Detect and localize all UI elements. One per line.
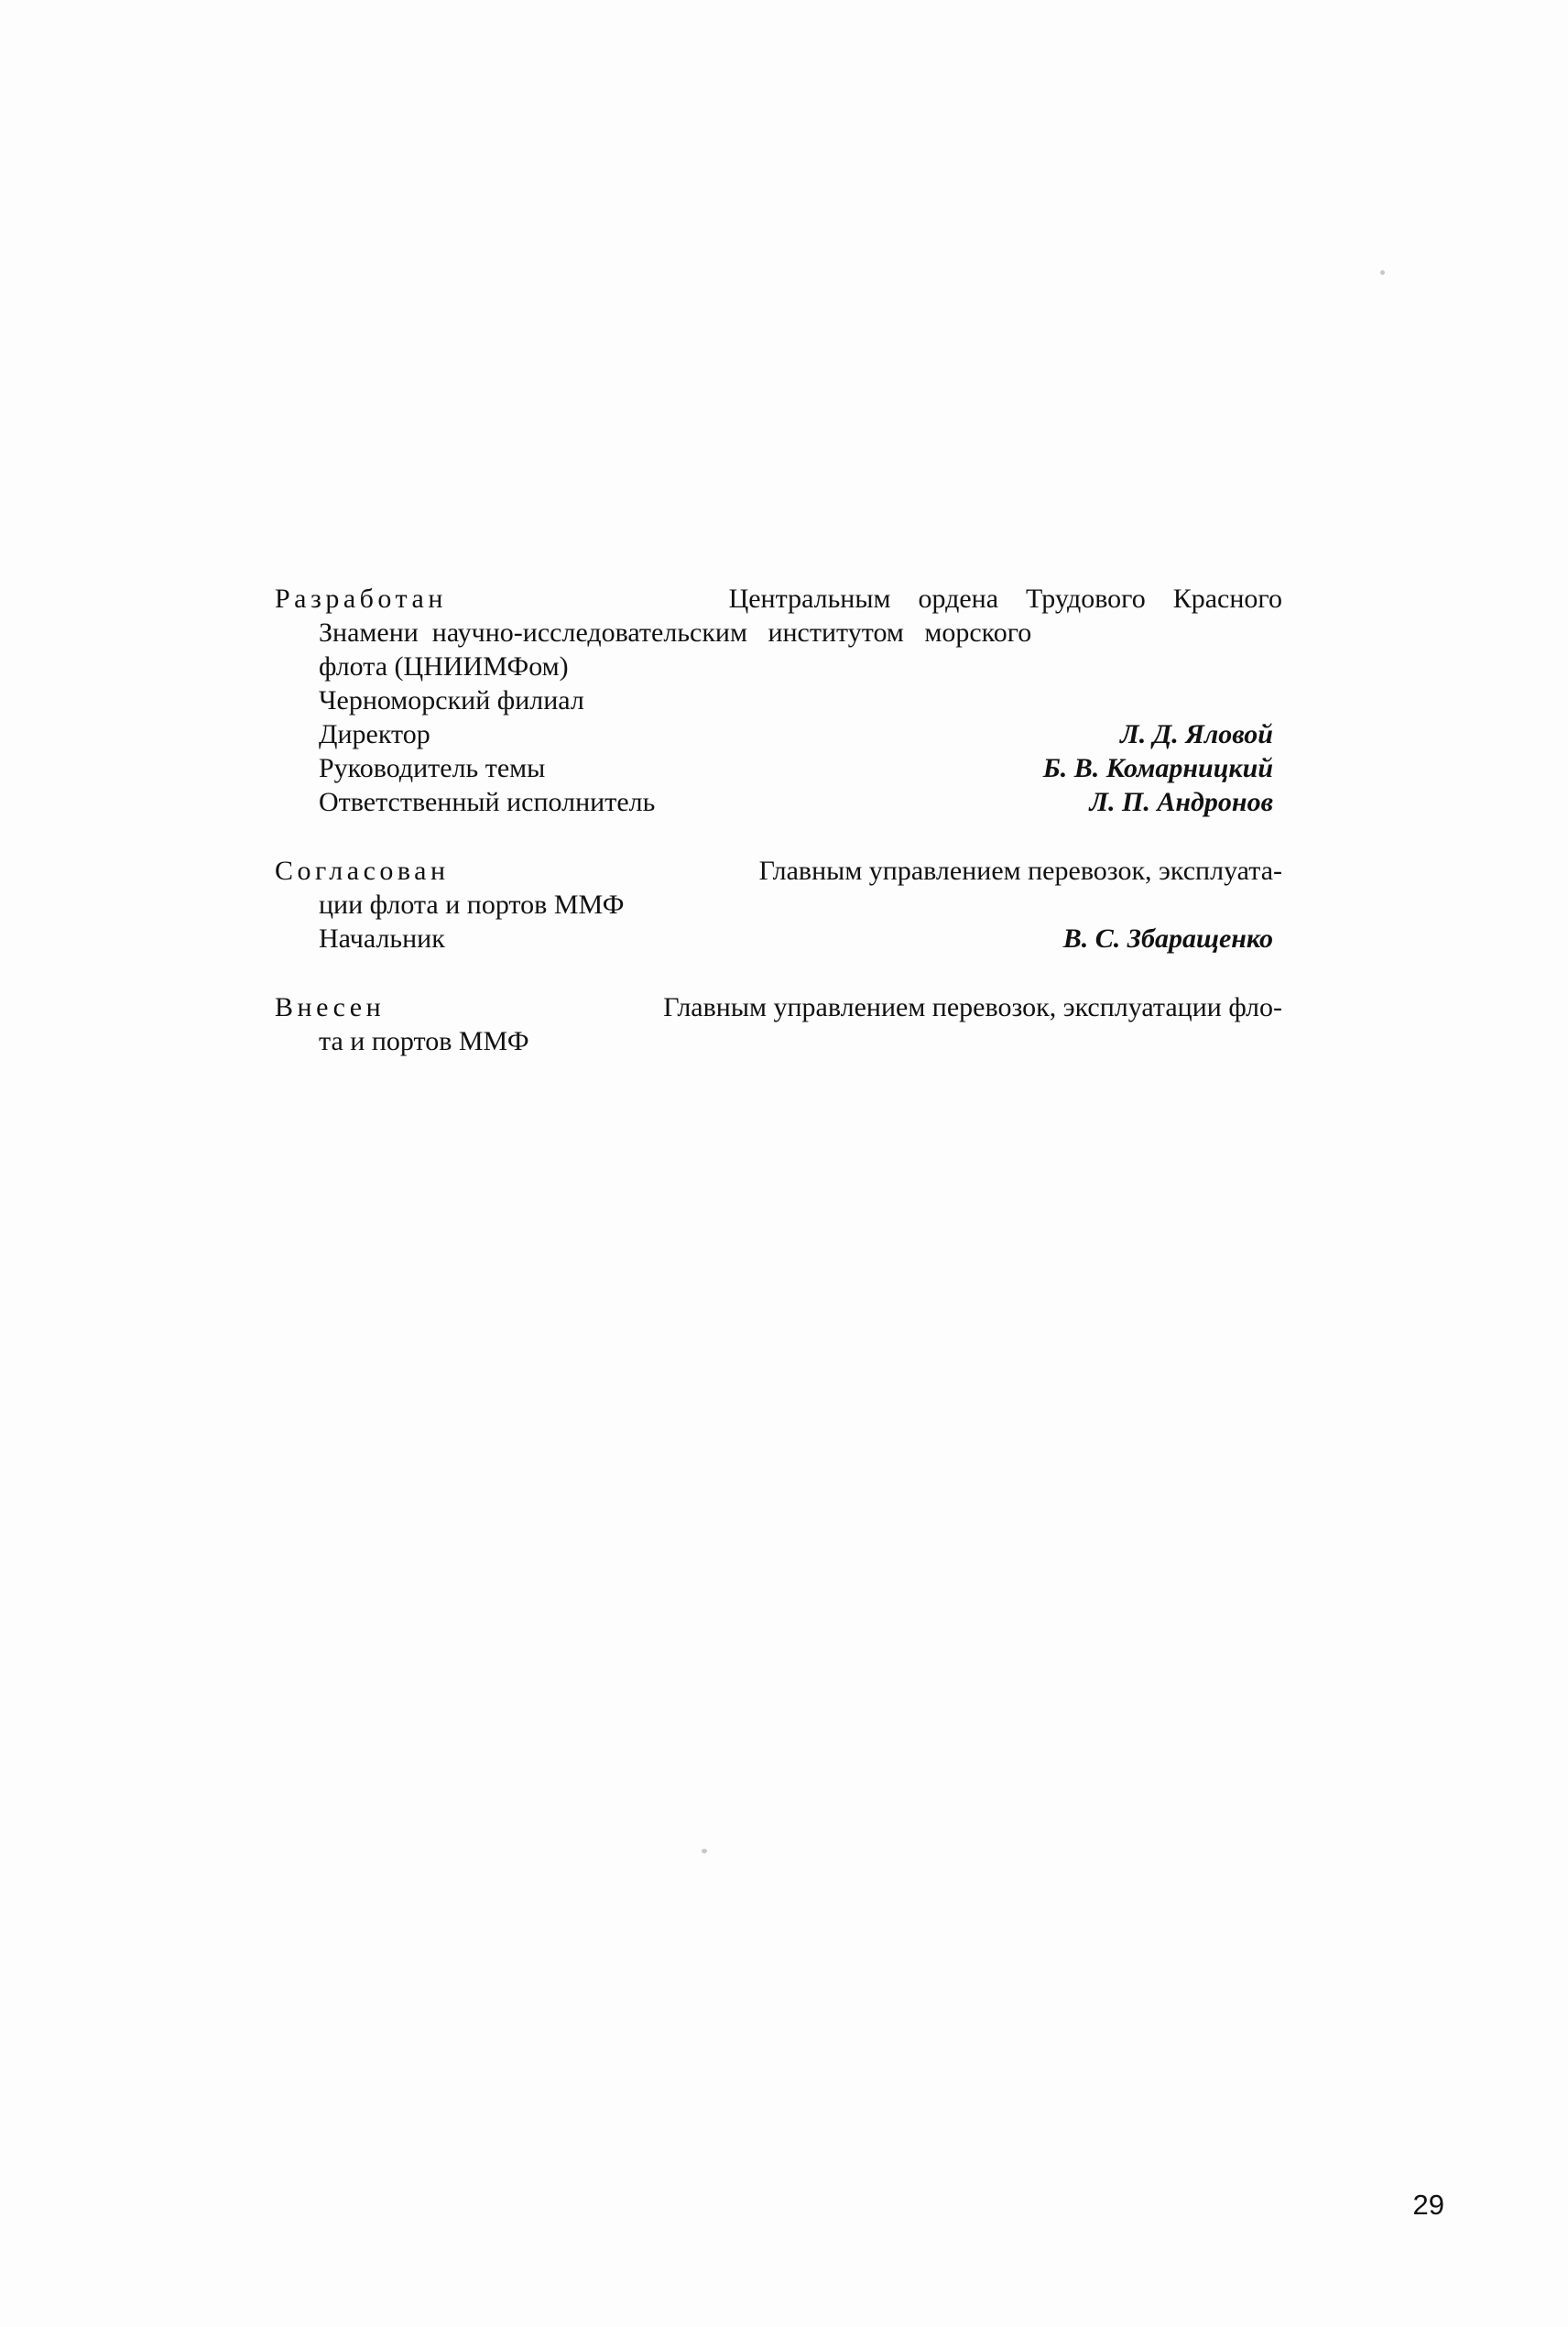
section-soglasovan bbox=[275, 854, 1282, 956]
section-line: та и портов ММФ bbox=[319, 1026, 529, 1056]
signatory-name: Б. В. Комарницкий bbox=[1042, 753, 1273, 783]
signatory-role: Ответственный исполнитель bbox=[319, 787, 656, 817]
section-heading-line bbox=[275, 582, 1282, 616]
section-razrabotan bbox=[275, 582, 1282, 819]
section-heading-line bbox=[275, 854, 1282, 888]
section-lead-word: Внесен bbox=[275, 992, 386, 1022]
scan-speck bbox=[702, 1849, 707, 1853]
signatory-row bbox=[275, 785, 1282, 819]
section-line: Знамени научно-исследовательским институтом морского bbox=[319, 617, 1032, 648]
section-line: ции флота и портов ММФ bbox=[319, 890, 625, 920]
page-number: 29 bbox=[1412, 2189, 1444, 2221]
section-line: Черноморский филиал bbox=[319, 685, 584, 716]
section-first-line-rest: Центральным ордена Трудового Красного bbox=[728, 584, 1282, 614]
signatory-role: Директор bbox=[319, 719, 430, 749]
signatory-name: Л. Д. Яловой bbox=[1120, 719, 1273, 749]
scan-speck bbox=[1380, 270, 1385, 275]
section-vnesen bbox=[275, 990, 1282, 1058]
signatory-row bbox=[275, 922, 1282, 956]
section-heading-line bbox=[275, 990, 1282, 1024]
document-body bbox=[275, 582, 1282, 1058]
signatory-role: Начальник bbox=[319, 923, 445, 954]
section-lead-word: Согласован bbox=[275, 856, 450, 886]
signatory-name: В. С. Збаращенко bbox=[1062, 923, 1273, 954]
section-first-line-rest: Главным управлением перевозок, эксплуата- bbox=[758, 856, 1282, 886]
signatory-row bbox=[275, 717, 1282, 751]
signatory-name: Л. П. Андронов bbox=[1089, 787, 1273, 817]
section-lead-word: Разработан bbox=[275, 584, 447, 614]
section-line: флота (ЦНИИМФом) bbox=[319, 651, 569, 682]
section-first-line-rest: Главным управлением перевозок, эксплуатации фло- bbox=[663, 992, 1282, 1022]
signatory-row bbox=[275, 751, 1282, 785]
signatory-role: Руководитель темы bbox=[319, 753, 546, 783]
